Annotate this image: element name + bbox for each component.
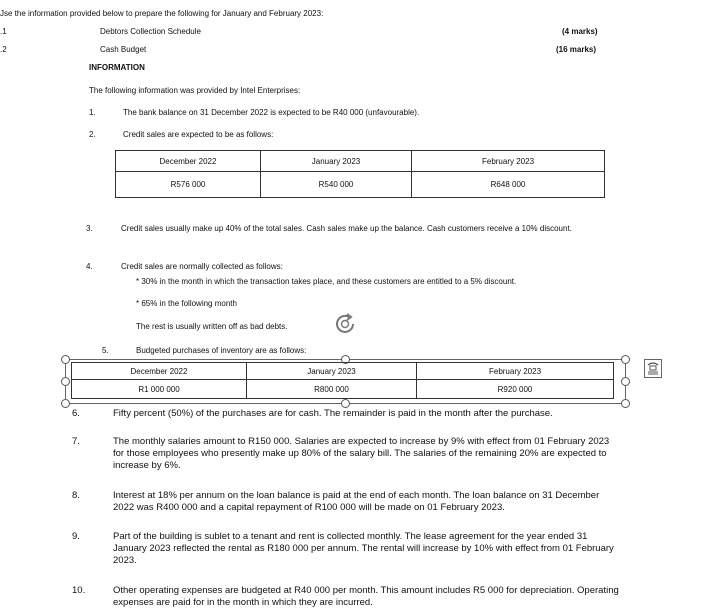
- purchases-table[interactable]: [71, 362, 614, 399]
- purchases-value-feb: R920 000: [417, 380, 614, 399]
- resize-handle-bottom-middle[interactable]: [341, 399, 350, 408]
- task-2-label: Cash Budget: [100, 45, 147, 54]
- resize-handle-top-left[interactable]: [61, 355, 70, 364]
- purchases-value-dec: R1 000 000: [72, 380, 247, 399]
- item-4-rest: The rest is usually written off as bad debts.: [136, 322, 288, 331]
- item-2-number: 2.: [89, 130, 96, 139]
- purchases-header-jan: January 2023: [247, 363, 417, 380]
- item-4-number: 4.: [86, 262, 93, 271]
- item-1-text: The bank balance on 31 December 2022 is expected to be R40 000 (unfavourable).: [123, 108, 420, 117]
- item-2-text: Credit sales are expected to be as follows:: [123, 130, 274, 139]
- item-10-number: 10.: [72, 585, 86, 596]
- layout-options-icon: [645, 360, 661, 377]
- purchases-value-jan: R800 000: [247, 380, 417, 399]
- item-4-text: Credit sales are normally collected as follows:: [121, 262, 283, 271]
- item-7-text: The monthly salaries amount to R150 000. Salaries are expected to increase by 9% with effect from 01 February 2023 for those employees who presently make up 80% of the salary bill. The salaries of the remaining 20% are expected to increase by 6%.: [113, 436, 610, 471]
- item-3-number: 3.: [86, 224, 93, 233]
- item-1-number: 1.: [89, 108, 96, 117]
- item-9-text: Part of the building is sublet to a tenant and rent is collected monthly. The lease agreement for the year ended 31 January 2023 reflected the rental as R180 000 per annum. The rental will increase by 10% with effect from 01 February 2023.: [113, 531, 614, 566]
- sales-header-dec: December 2022: [116, 151, 261, 172]
- credit-sales-table: [115, 150, 605, 198]
- item-9-number: 9.: [72, 531, 80, 542]
- item-4-bullet-1: * 30% in the month in which the transaction takes place, and these customers are entitled to a 5% discount.: [136, 277, 517, 286]
- sales-header-feb: February 2023: [412, 151, 605, 172]
- information-heading: INFORMATION: [89, 63, 145, 72]
- sales-value-jan: R540 000: [261, 172, 412, 198]
- resize-handle-middle-left[interactable]: [61, 377, 70, 386]
- purchases-header-feb: February 2023: [417, 363, 614, 380]
- resize-handle-bottom-right[interactable]: [621, 399, 630, 408]
- item-3-text: Credit sales usually make up 40% of the total sales. Cash sales make up the balance. Cash customers receive a 10% discount.: [121, 224, 572, 233]
- item-7-number: 7.: [72, 436, 80, 447]
- item-8-number: 8.: [72, 490, 80, 501]
- task-1-marks: (4 marks): [562, 27, 598, 36]
- layout-options-button[interactable]: [644, 359, 662, 378]
- item-5-number: 5.: [102, 346, 109, 355]
- item-6-text: Fifty percent (50%) of the purchases are for cash. The remainder is paid in the month after the purchase.: [113, 408, 553, 419]
- item-6-number: 6.: [72, 408, 80, 419]
- info-intro: The following information was provided by Intel Enterprises:: [89, 86, 301, 95]
- task-2-number: .2: [0, 45, 7, 54]
- resize-handle-bottom-left[interactable]: [61, 399, 70, 408]
- intro-text: Jse the information provided below to prepare the following for January and February 2023:: [0, 9, 324, 18]
- item-10-text: Other operating expenses are budgeted at R40 000 per month. This amount includes R5 000 for depreciation. Operating expenses are paid for in the month in which they are incurred.: [113, 585, 619, 608]
- rotate-handle-icon[interactable]: [334, 313, 358, 335]
- sales-value-feb: R648 000: [412, 172, 605, 198]
- sales-value-dec: R576 000: [116, 172, 261, 198]
- sales-header-jan: January 2023: [261, 151, 412, 172]
- item-5-text: Budgeted purchases of inventory are as follows:: [136, 346, 307, 355]
- task-1-number: .1: [0, 27, 7, 36]
- task-1-label: Debtors Collection Schedule: [100, 27, 201, 36]
- resize-handle-top-right[interactable]: [621, 355, 630, 364]
- item-4-bullet-2: * 65% in the following month: [136, 299, 237, 308]
- purchases-header-dec: December 2022: [72, 363, 247, 380]
- resize-handle-middle-right[interactable]: [621, 377, 630, 386]
- item-8-text: Interest at 18% per annum on the loan balance is paid at the end of each month. The loan balance on 31 December 2022 was R400 000 and a capital repayment of R100 000 will be made on 01 February 2023.: [113, 490, 600, 513]
- task-2-marks: (16 marks): [556, 45, 597, 54]
